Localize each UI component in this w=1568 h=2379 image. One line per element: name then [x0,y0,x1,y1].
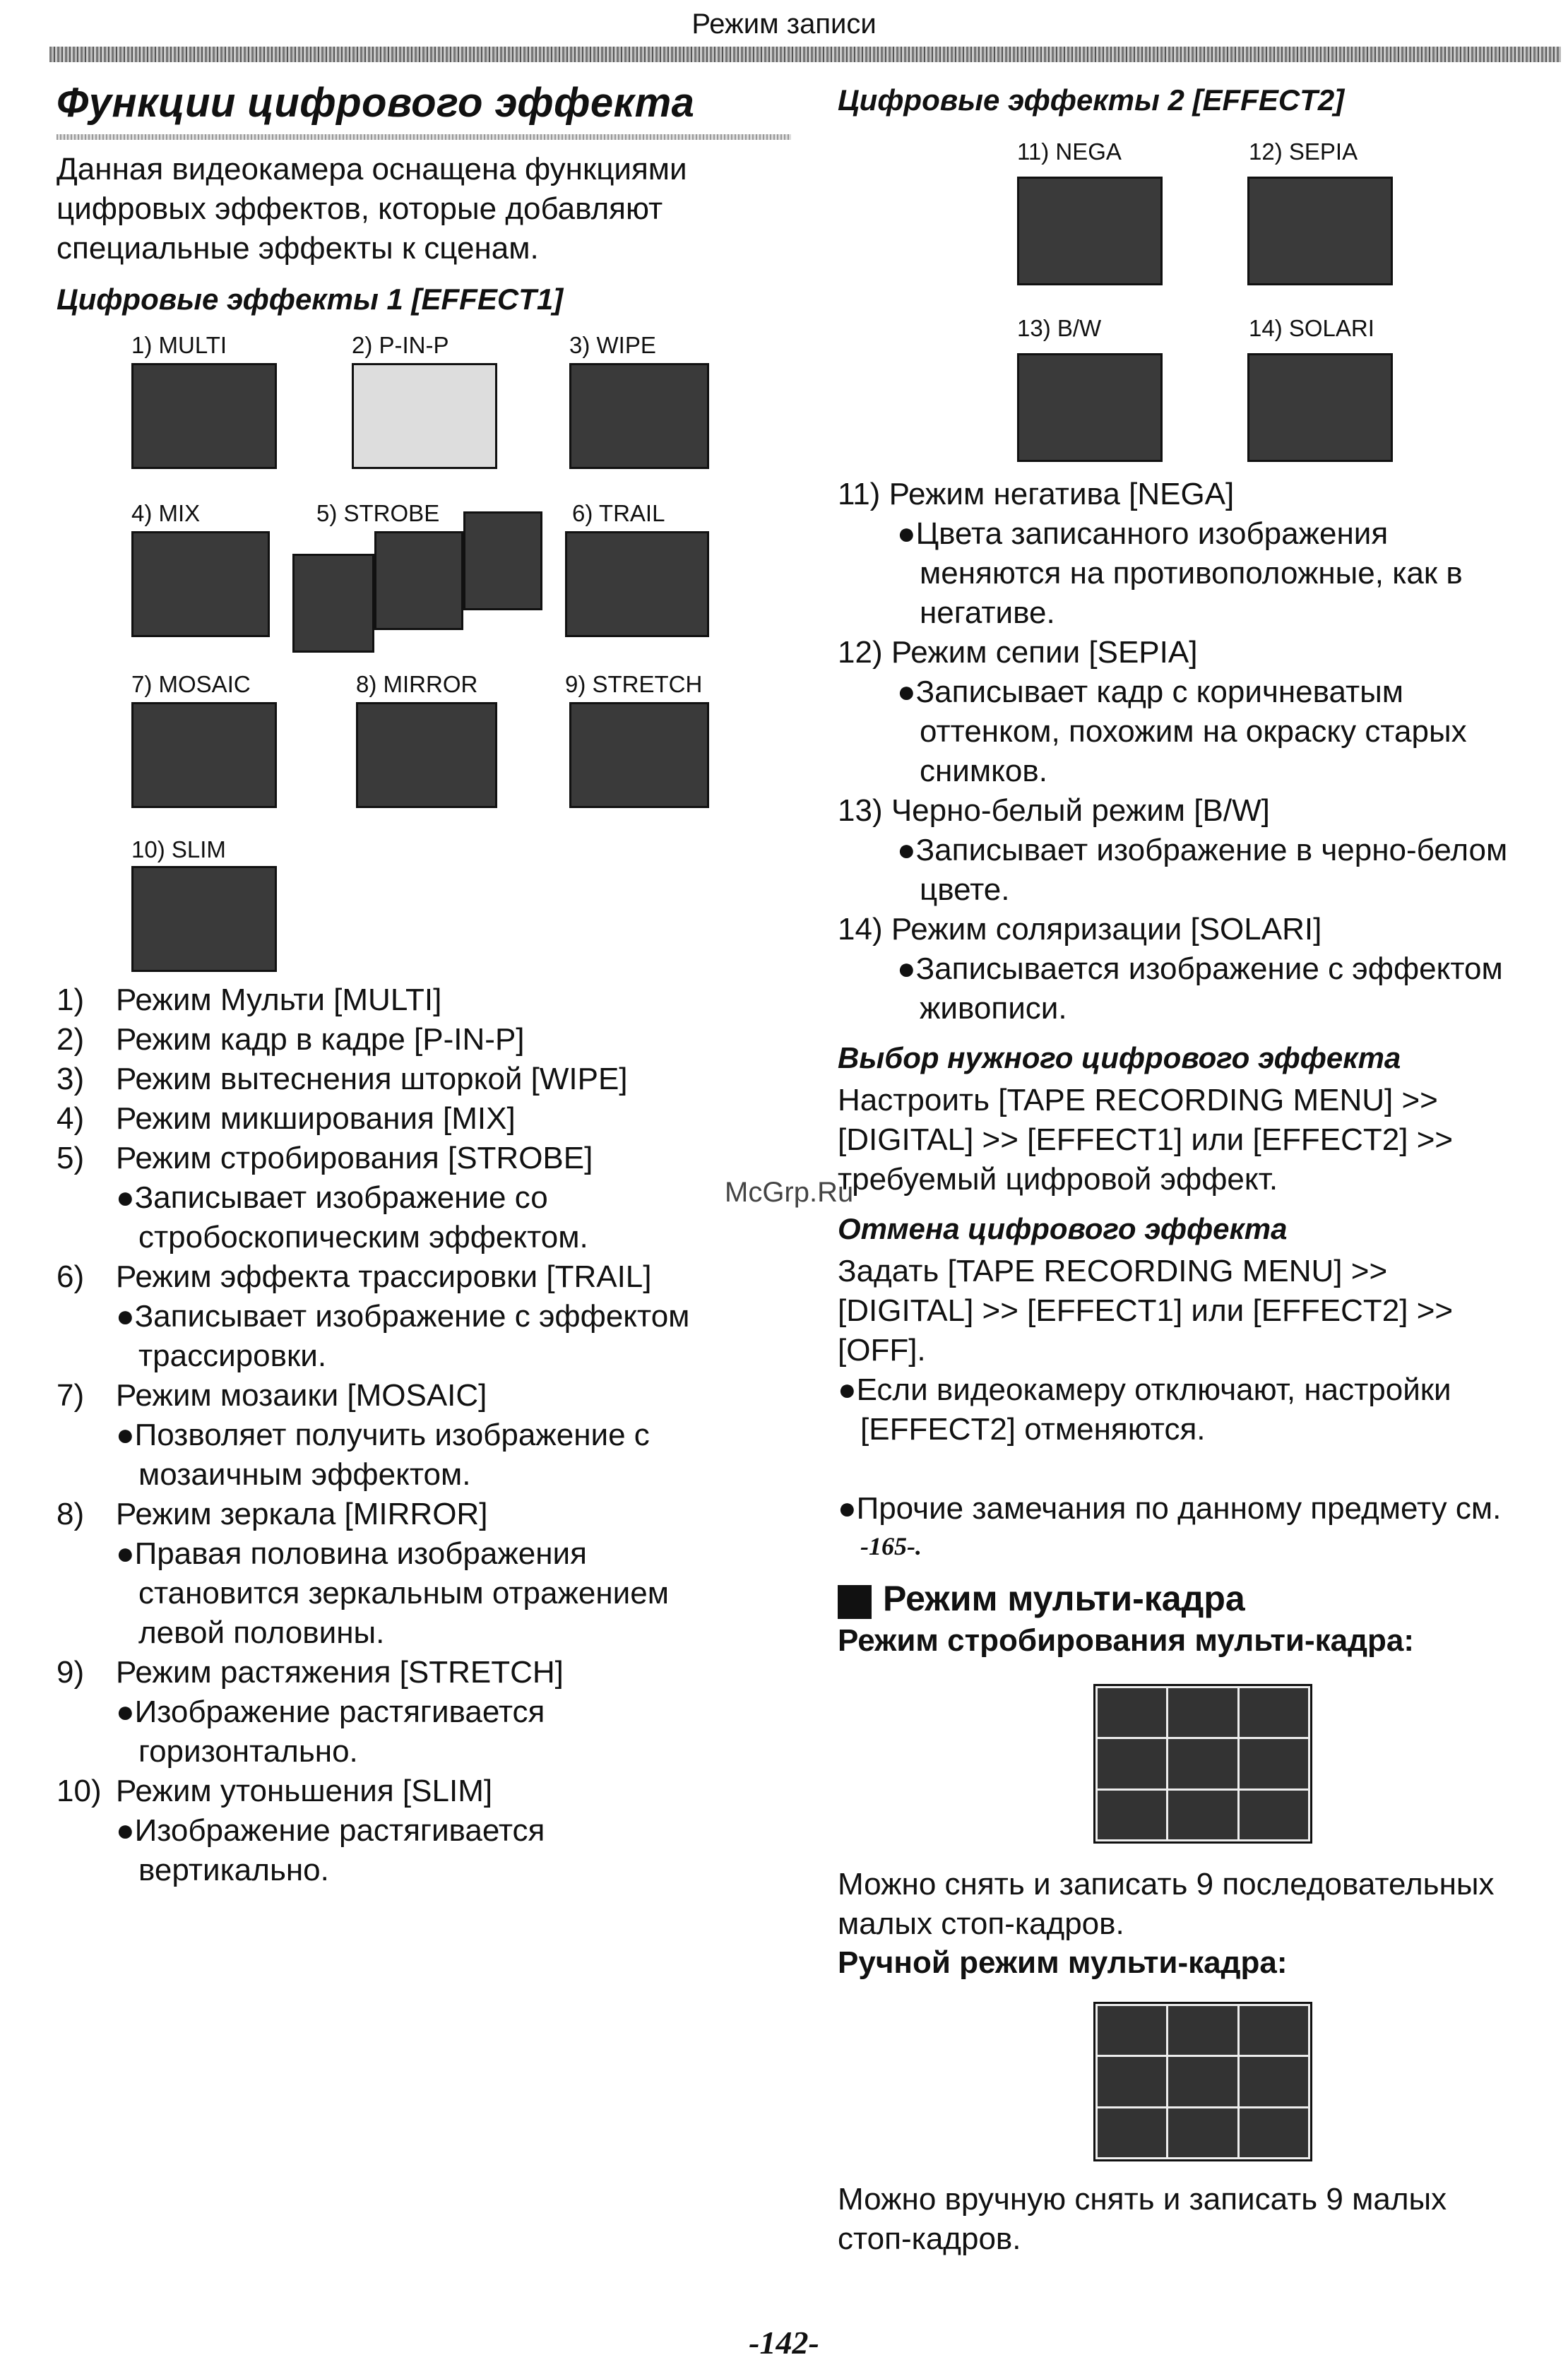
strobe-thumbnail-1 [292,554,374,653]
caption-nega: 11) NEGA [1017,138,1122,165]
cancel-note-cont: [EFFECT2] отменяются. [860,1412,1206,1447]
cancel-line-3: [OFF]. [838,1333,926,1368]
strobe-thumbnail-3 [463,511,542,610]
list-item: 10) Режим утоньшения [SLIM] [57,1774,493,1808]
manual-multi-heading: Ручной режим мульти-кадра: [838,1945,1288,1980]
list-item: 2) Режим кадр в кадре [P-IN-P] [57,1022,525,1057]
other-note: ●Прочие замечания по данному предмету см. [838,1491,1502,1526]
caption-pinp: 2) P-IN-P [352,332,449,358]
mosaic-thumbnail [131,702,277,808]
manual-multi-line-2: стоп-кадров. [838,2221,1021,2256]
bw-thumbnail [1017,353,1163,462]
page-header-title: Режим записи [691,8,877,40]
section-marker [838,1585,872,1619]
nega-thumbnail [1017,177,1163,285]
page-number: -142- [749,2325,819,2361]
list-note: ●Записывает изображение со [116,1180,548,1215]
list-note-cont: стробоскопическим эффектом. [138,1220,588,1254]
multi-heading: Режим мульти-кадра [883,1579,1245,1618]
heading-rule [57,134,791,140]
list-item: 5) Режим стробирования [STROBE] [57,1141,593,1175]
caption-mosaic: 7) MOSAIC [131,671,251,697]
list-note-cont: левой половины. [138,1615,385,1650]
list-note-cont: горизонтально. [138,1734,358,1769]
intro-line-3: специальные эффекты к сценам. [57,231,539,266]
list-note-cont: становится зеркальным отражением [138,1576,669,1610]
multi-thumbnail [131,363,277,469]
mirror-thumbnail [356,702,497,808]
caption-strobe: 5) STROBE [316,500,440,526]
cancel-heading: Отмена цифрового эффекта [838,1212,1288,1245]
intro-line-1: Данная видеокамера оснащена функциями [57,152,687,186]
wipe-thumbnail [569,363,709,469]
select-line-2: [DIGITAL] >> [EFFECT1] или [EFFECT2] >> [838,1122,1454,1157]
caption-bw: 13) B/W [1017,315,1102,341]
list-item: 8) Режим зеркала [MIRROR] [57,1497,488,1531]
mix-thumbnail [131,531,270,637]
select-heading: Выбор нужного цифрового эффекта [838,1041,1401,1074]
caption-trail: 6) TRAIL [572,500,665,526]
header-rule [49,47,1561,62]
list-note-cont: оттенком, похожим на окраску старых [920,714,1467,749]
list-note-cont: мозаичным эффектом. [138,1457,471,1492]
list-item: 6) Режим эффекта трассировки [TRAIL] [57,1259,652,1294]
list-note-cont: снимков. [920,754,1047,788]
strobe-multi-line-2: малых стоп-кадров. [838,1906,1124,1941]
list-note-cont: живописи. [920,991,1067,1026]
list-item: 14) Режим соляризации [SOLARI] [838,912,1322,947]
watermark: McGrp.Ru [725,1177,854,1208]
strobe-multi-thumbnail [1093,1684,1312,1844]
stretch-thumbnail [569,702,709,808]
select-line-3: требуемый цифровой эффект. [838,1162,1278,1197]
list-note-cont: вертикально. [138,1853,329,1887]
effects2-heading: Цифровые эффекты 2 [EFFECT2] [838,83,1345,117]
slim-thumbnail [131,866,277,972]
strobe-multi-heading: Режим стробирования мульти-кадра: [838,1623,1415,1658]
list-note: ●Записывает изображение с эффектом [116,1299,690,1334]
effects1-list [57,980,805,1890]
sepia-thumbnail [1247,177,1393,285]
list-item: 4) Режим микширования [MIX] [57,1101,516,1136]
list-note: ●Записывается изображение с эффектом [897,951,1503,986]
list-note-cont: цвете. [920,872,1010,907]
strobe-multi-line-1: Можно снять и записать 9 последовательных [838,1867,1495,1902]
list-note: ●Изображение растягивается [116,1813,545,1848]
select-line-1: Настроить [TAPE RECORDING MENU] >> [838,1083,1438,1117]
manual-multi-line-1: Можно вручную снять и записать 9 малых [838,2182,1447,2217]
caption-wipe: 3) WIPE [569,332,656,358]
effects2-list [838,475,1558,1028]
list-note: ●Записывает кадр с коричневатым [897,675,1404,709]
intro-line-2: цифровых эффектов, которые добавляют [57,191,663,226]
manual-multi-thumbnail [1093,2002,1312,2161]
trail-thumbnail [565,531,709,637]
list-item: 12) Режим сепии [SEPIA] [838,635,1198,670]
list-note: ●Записывает изображение в черно-белом [897,833,1508,867]
caption-mirror: 8) MIRROR [356,671,478,697]
list-note: ●Правая половина изображения [116,1536,587,1571]
solari-thumbnail [1247,353,1393,462]
list-note-cont: негативе. [920,595,1055,630]
cancel-note: ●Если видеокамеру отключают, настройки [838,1372,1451,1407]
section-heading: Функции цифрового эффекта [57,80,695,126]
cancel-line-1: Задать [TAPE RECORDING MENU] >> [838,1254,1388,1288]
cancel-line-2: [DIGITAL] >> [EFFECT1] или [EFFECT2] >> [838,1293,1454,1328]
caption-mix: 4) MIX [131,500,201,526]
caption-slim: 10) SLIM [131,836,226,862]
strobe-thumbnail-2 [374,531,463,630]
page-reference-link[interactable]: -165-. [860,1532,922,1560]
caption-sepia: 12) SEPIA [1249,138,1358,165]
list-note: ●Изображение растягивается [116,1695,545,1729]
caption-solari: 14) SOLARI [1249,315,1374,341]
list-item: 7) Режим мозаики [MOSAIC] [57,1378,487,1413]
list-item: 9) Режим растяжения [STRETCH] [57,1655,564,1690]
pinp-thumbnail [352,363,497,469]
caption-multi: 1) MULTI [131,332,227,358]
list-item: 1) Режим Мульти [MULTI] [57,983,442,1017]
list-item: 13) Черно-белый режим [B/W] [838,793,1270,828]
list-item: 11) Режим негатива [NEGA] [838,477,1235,511]
caption-stretch: 9) STRETCH [565,671,703,697]
effects1-heading: Цифровые эффекты 1 [EFFECT1] [57,283,564,316]
list-note-cont: меняются на противоположные, как в [920,556,1463,591]
list-note-cont: трассировки. [138,1339,327,1373]
list-note: ●Цвета записанного изображения [897,516,1389,551]
list-note: ●Позволяет получить изображение с [116,1418,650,1452]
list-item: 3) Режим вытеснения шторкой [WIPE] [57,1062,628,1096]
